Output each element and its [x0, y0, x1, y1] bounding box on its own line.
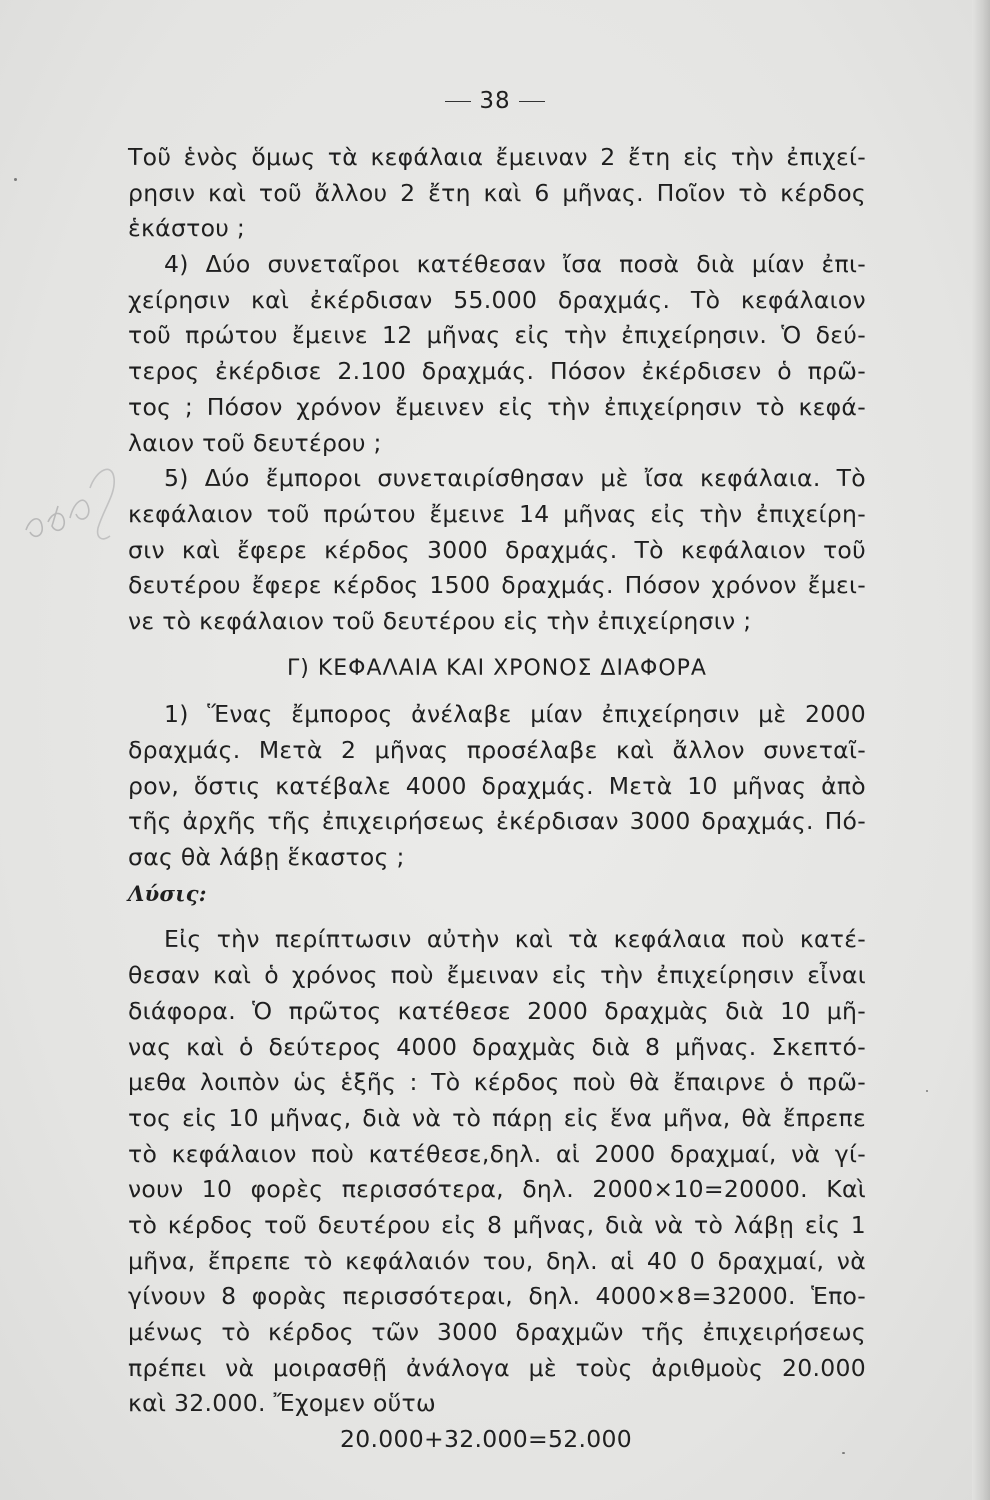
body-text [128, 140, 866, 1458]
book-spine-shadow [972, 0, 990, 1500]
text-line: γίνουν 8 φορὰς περισσότεραι, δηλ. 4000×8=32000. Ἑπο- [128, 1282, 866, 1311]
text-line: δευτέρου ἔφερε κέρδος 1500 δραχμάς. Πόσον χρόνον ἔμει- [128, 571, 866, 600]
problem-1-start: 1) Ἕνας ἔμπορος ἀνέλαβε μίαν ἐπιχείρησιν μὲ 2000 [164, 700, 866, 729]
text-line: δραχμάς. Μετὰ 2 μῆνας προσέλαβε καὶ ἄλλον συνεταῖ- [128, 736, 866, 764]
text-line: νε τὸ κεφάλαιον τοῦ δευτέρου εἰς τὴν ἐπιχείρησιν ; [128, 606, 752, 635]
text-line: μεθα λοιπὸν ὡς ἑξῆς : Τὸ κέρδος ποὺ θὰ ἔπαιρνε ὁ πρῶ- [128, 1068, 866, 1097]
paper-speck [842, 1452, 845, 1454]
text-line: σιν καὶ ἔφερε κέρδος 3000 δραχμάς. Τὸ κεφάλαιον τοῦ [128, 535, 866, 564]
text-line: θεσαν καὶ ὁ χρόνος ποὺ ἔμειναν εἰς τὴν ἐπιχείρησιν εἶναι [128, 961, 866, 990]
page-number: 38 [0, 88, 990, 114]
text-line: πρέπει νὰ μοιρασθῇ ἀνάλογα μὲ τοὺς ἀριθμοὺς 20.000 [128, 1353, 866, 1382]
text-line: τερος ἐκέρδισε 2.100 δραχμάς. Πόσον ἐκέρδισεν ὁ πρῶ- [128, 357, 866, 386]
paper-speck [926, 1090, 928, 1092]
section-heading: Γ) ΚΕΦΑΛΑΙΑ ΚΑΙ ΧΡΟΝΟΣ ΔΙΑΦΟΡΑ [287, 655, 707, 681]
text-line: νουν 10 φορὲς περισσότερα, δηλ. 2000×10=20000. Καὶ [128, 1175, 866, 1204]
formula-line: 20.000+32.000=52.000 [340, 1425, 633, 1454]
problem-5-start: 5) Δύο ἔμποροι συνεταιρίσθησαν μὲ ἴσα κεφάλαια. Τὸ [164, 464, 866, 493]
text-line: ρον, ὅστις κατέβαλε 4000 δραχμάς. Μετὰ 10 μῆνας ἀπὸ [128, 771, 866, 800]
text-line: ρησιν καὶ τοῦ ἄλλου 2 ἔτη καὶ 6 μῆνας. Ποῖον τὸ κέρδος [128, 178, 866, 207]
text-line: τος εἰς 10 μῆνας, διὰ νὰ τὸ πάρῃ εἰς ἕνα μῆνα, θὰ ἔπρεπε [128, 1103, 866, 1132]
text-line: τὸ κεφάλαιον ποὺ κατέθεσε,δηλ. αἱ 2000 δραχμαί, νὰ γί- [128, 1139, 866, 1168]
solution-start: Εἰς τὴν περίπτωσιν αὐτὴν καὶ τὰ κεφάλαια ποὺ κατέ- [164, 925, 866, 954]
text-line: τοῦ πρώτου ἔμεινε 12 μῆνας εἰς τὴν ἐπιχείρησιν. Ὁ δεύ- [128, 321, 866, 350]
text-line: νας καὶ ὁ δεύτερος 4000 δραχμὰς διὰ 8 μῆνας. Σκεπτό- [128, 1032, 866, 1061]
paper-speck [14, 178, 17, 181]
text-line: χείρησιν καὶ ἐκέρδισαν 55.000 δραχμάς. Τὸ κεφάλαιον [128, 285, 866, 314]
text-line: διάφορα. Ὁ πρῶτος κατέθεσε 2000 δραχμὰς διὰ 10 μῆ- [128, 996, 866, 1025]
text-line: κεφάλαιον τοῦ πρώτου ἔμεινε 14 μῆνας εἰς τὴν ἐπιχείρη- [128, 499, 866, 528]
text-line: τος ; Πόσον χρόνον ἔμεινεν εἰς τὴν ἐπιχείρησιν τὸ κεφά- [128, 392, 866, 421]
solution-label: Λύσις: [128, 880, 207, 906]
text-line: μένως τὸ κέρδος τῶν 3000 δραχμῶν τῆς ἐπιχειρήσεως [128, 1318, 866, 1346]
text-line: τὸ κέρδος τοῦ δευτέρου εἰς 8 μῆνας, διὰ νὰ τὸ λάβῃ εἰς 1 [128, 1210, 866, 1239]
text-line: Τοῦ ἑνὸς ὅμως τὰ κεφάλαια ἔμειναν 2 ἔτη εἰς τὴν ἐπιχεί- [128, 143, 866, 171]
text-line: λαιον τοῦ δευτέρου ; [128, 428, 382, 457]
text-line: τῆς ἀρχῆς τῆς ἐπιχειρήσεως ἐκέρδισαν 3000 δραχμάς. Πό- [128, 807, 866, 836]
text-line: μῆνα, ἔπρεπε τὸ κεφάλαιόν του, δηλ. αἱ 40 0 δραχμαί, νὰ [128, 1246, 866, 1275]
text-line: ἑκάστου ; [128, 214, 246, 243]
text-line: σας θὰ λάβῃ ἕκαστος ; [128, 843, 405, 872]
text-line: καὶ 32.000. Ἔχομεν οὕτω [128, 1389, 436, 1418]
problem-4-start: 4) Δύο συνεταῖροι κατέθεσαν ἴσα ποσὰ διὰ μίαν ἐπι- [164, 250, 866, 279]
handwritten-margin-note [18, 448, 128, 548]
